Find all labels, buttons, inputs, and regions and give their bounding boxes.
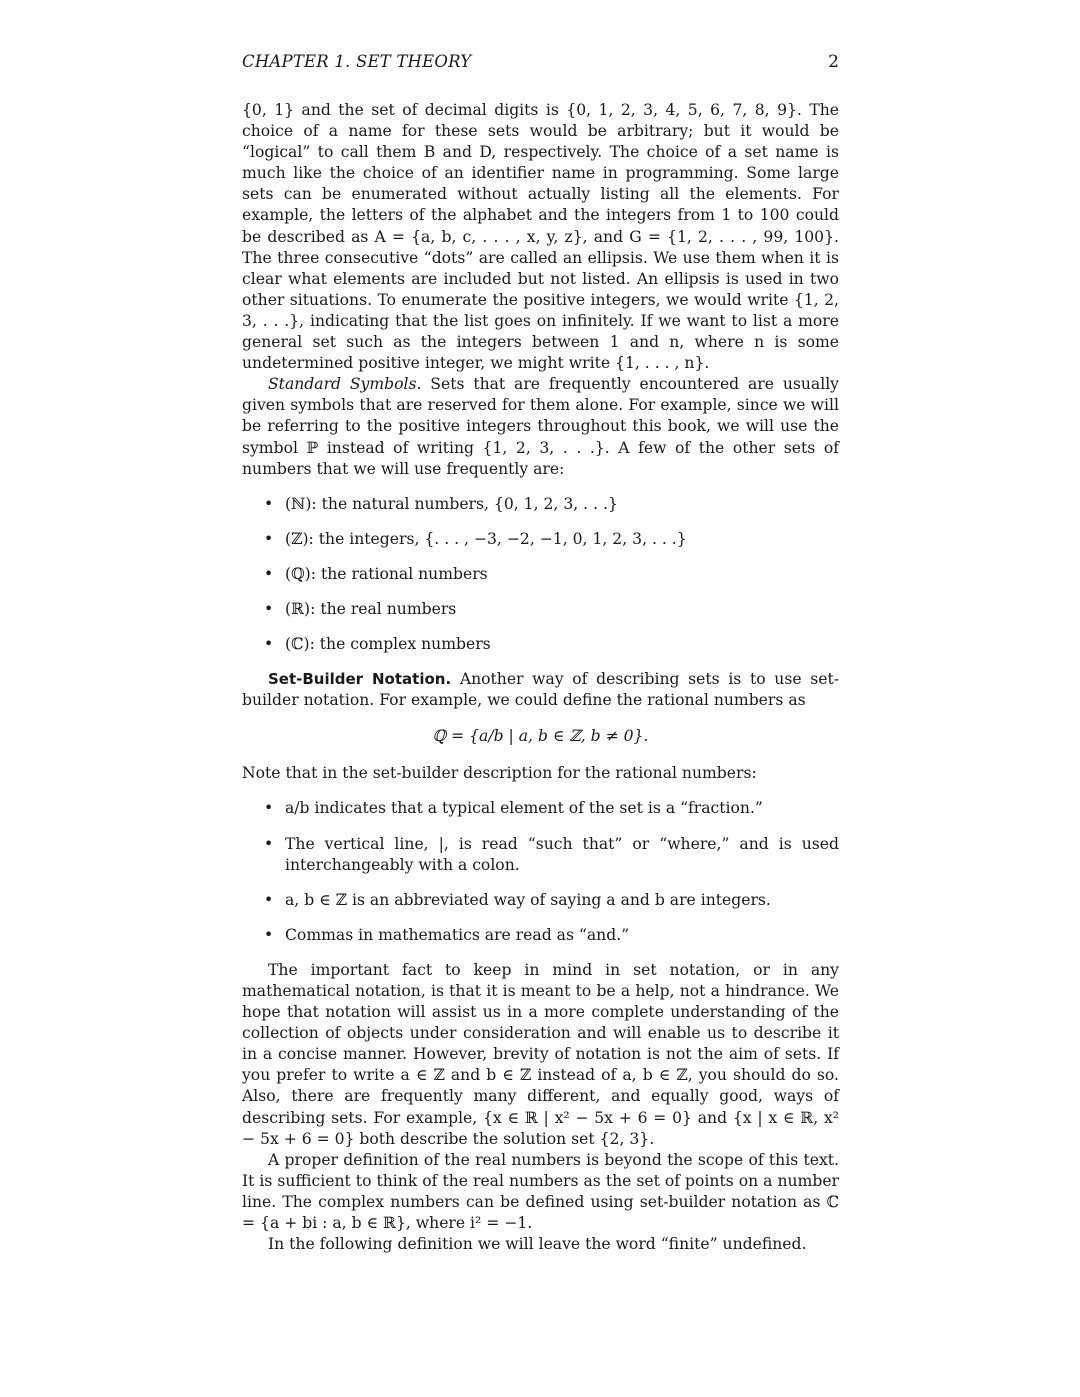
notation-notes-list [242, 798, 839, 945]
list-item: • (ℝ): the real numbers [242, 599, 839, 620]
paragraph-finite: In the following definition we will leave the word “finite” undefined. [268, 1235, 807, 1254]
standard-symbols-text: Sets that are frequently encountered are usually given symbols that are reserved for them alone. For example, since we will be referring to the positive integers throughout this book, we will use the symbol ℙ instead of writing {1, 2, 3, . . .}. A few of the other sets of numbers that we will use frequently are: [242, 375, 839, 478]
list-item: • (ℤ): the integers, {. . . , −3, −2, −1, 0, 1, 2, 3, . . .} [242, 529, 839, 550]
list-item: • The vertical line, |, is read “such that” or “where,” and is used interchangeably with a colon. [242, 834, 839, 876]
page-number: 2 [828, 52, 839, 72]
list-item: • a/b indicates that a typical element of the set is a “fraction.” [242, 798, 839, 819]
page [242, 50, 839, 1255]
number-sets-list [242, 494, 839, 655]
list-item: • (ℚ): the rational numbers [242, 564, 839, 585]
chapter-title: CHAPTER 1. SET THEORY [242, 52, 472, 71]
set-builder-text: Another way of describing sets is to use set-builder notation. For example, we could define the rational numbers as [242, 670, 839, 710]
paragraph-standard-symbols [242, 374, 839, 479]
standard-symbols-lead: Standard Symbols. [268, 375, 422, 394]
rational-definition-equation: ℚ = {a/b | a, b ∈ ℤ, b ≠ 0}. [432, 727, 649, 746]
list-item: • (ℂ): the complex numbers [242, 634, 839, 655]
paragraph-note-intro: Note that in the set-builder description for the rational numbers: [242, 764, 757, 783]
paragraph-real-complex: A proper definition of the real numbers is beyond the scope of this text. It is sufficient to think of the real numbers as the set of points on a number line. The complex numbers can be defined using set-builder notation as ℂ = {a + bi : a, b ∈ ℝ}, where i² = −1. [242, 1150, 839, 1233]
list-item: • a, b ∈ ℤ is an abbreviated way of saying a and b are integers. [242, 890, 839, 911]
list-item: • (ℕ): the natural numbers, {0, 1, 2, 3, . . .} [242, 494, 839, 515]
running-header [242, 50, 839, 80]
list-item: • Commas in mathematics are read as “and.” [242, 925, 839, 946]
set-builder-heading: Set-Builder Notation. [268, 670, 452, 689]
paragraph-notation-purpose: The important fact to keep in mind in set notation, or in any mathematical notation, is that it is meant to be a help, not a hindrance. We hope that notation will assist us in a more complete understanding of the collection of objects under consideration and will enable us to describe it in a concise manner. However, brevity of notation is not the aim of sets. If you prefer to write a ∈ ℤ and b ∈ ℤ instead of a, b ∈ ℤ, you should do so. Also, there are frequently many different, and equally good, ways of describing sets. For example, {x ∈ ℝ | x² − 5x + 6 = 0} and {x | x ∈ ℝ, x² − 5x + 6 = 0} both describe the solution set {2, 3}. [242, 960, 839, 1148]
paragraph-enumeration: {0, 1} and the set of decimal digits is {0, 1, 2, 3, 4, 5, 6, 7, 8, 9}. The choice of a name for these sets would be arbitrary; but it would be “logical” to call them B and D, respectively. The choice of a set name is much like the choice of an identifier name in programming. Some large sets can be enumerated without actually listing all the elements. For example, the letters of the alphabet and the integers from 1 to 100 could be described as A = {a, b, c, . . . , x, y, z}, and G = {1, 2, . . . , 99, 100}. The three consecutive “dots” are called an ellipsis. We use them when it is clear what elements are included but not listed. An ellipsis is used in two other situations. To enumerate the positive integers, we would write {1, 2, 3, . . .}, indicating that the list goes on infinitely. If we want to list a more general set such as the integers between 1 and n, where n is some undetermined positive integer, we might write {1, . . . , n}. [242, 101, 839, 373]
paragraph-set-builder [242, 669, 839, 711]
